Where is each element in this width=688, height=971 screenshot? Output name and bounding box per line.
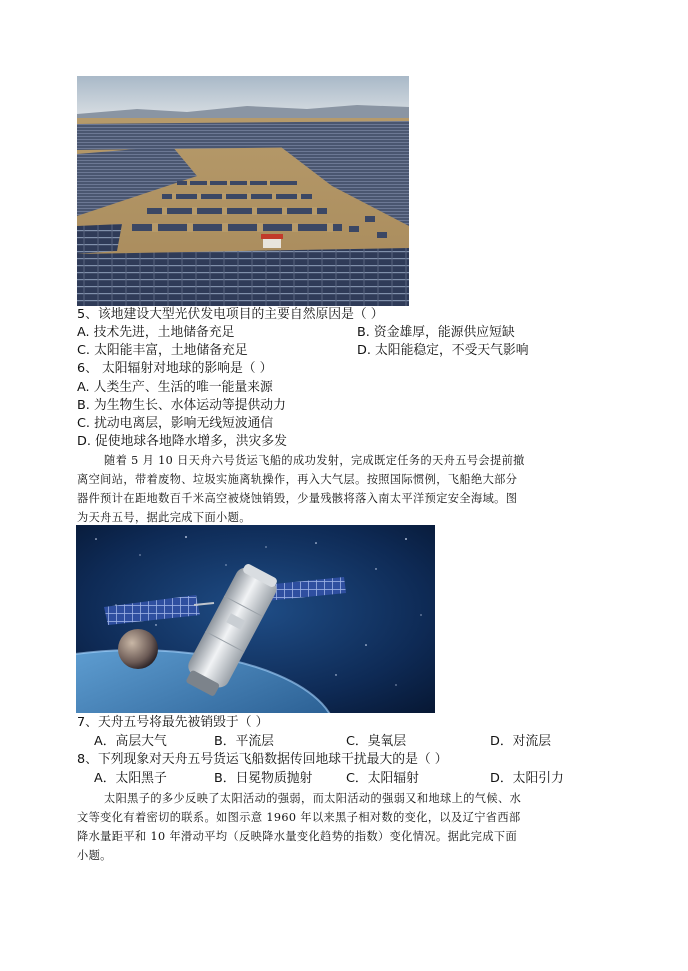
passage-1-line-4: 为天舟五号，据此完成下面小题。 [77,511,251,524]
question-6-option-a: A. 人类生产、生活的唯一能量来源 [77,380,273,395]
passage-2-line-4: 小题。 [77,849,112,862]
question-5-option-d: D. 太阳能稳定，不受天气影响 [357,343,529,358]
question-6-option-b: B. 为生物生长、水体运动等提供动力 [77,398,286,413]
question-6-option-d: D. 促使地球各地降水增多，洪灾多发 [77,434,287,449]
passage-2-line-3: 降水量距平和 10 年滑动平均（反映降水量变化趋势的指数）变化情况。据此完成下面 [77,830,518,843]
question-7-option-a: A．高层大气 [94,734,167,749]
passage-1-line-3: 器件预计在距地数百千米高空被烧蚀销毁，少量残骸将落入南太平洋预定安全海域。图 [77,492,518,505]
question-8-option-d: D．太阳引力 [490,771,564,786]
question-7-stem: 7、天舟五号将最先被销毁于（ ） [77,715,269,730]
question-5-option-c: C. 太阳能丰富，土地储备充足 [77,343,248,358]
question-7-option-b: B．平流层 [214,734,274,749]
solar-farm-photo [77,76,409,306]
question-7-option-d: D．对流层 [490,734,552,749]
tianzhou-5-photo [76,525,435,713]
question-8-stem: 8、下列现象对天舟五号货运飞船数据传回地球干扰最大的是（ ） [77,752,448,767]
question-8-option-b: B．日冕物质抛射 [214,771,313,786]
passage-1-line-2: 离空间站，带着废物、垃圾实施离轨操作，再入大气层。按照国际惯例，飞船绝大部分 [77,473,518,486]
passage-1-line-1: 随着 5 月 10 日天舟六号货运飞船的成功发射，完成既定任务的天舟五号会提前撤 [104,454,525,467]
question-8-option-a: A．太阳黑子 [94,771,167,786]
question-5-option-a: A. 技术先进，土地储备充足 [77,325,235,340]
passage-2-line-1: 太阳黑子的多少反映了太阳活动的强弱，而太阳活动的强弱又和地球上的气候、水 [104,792,522,805]
question-6-option-c: C. 扰动电离层，影响无线短波通信 [77,416,274,431]
spacecraft-illustration [76,525,435,713]
question-8-option-c: C．太阳辐射 [346,771,419,786]
question-6-stem: 6、 太阳辐射对地球的影响是（ ） [77,361,273,376]
question-5-option-b: B. 资金雄厚，能源供应短缺 [357,325,515,340]
passage-2-line-2: 文等变化有着密切的联系。如图示意 1960 年以来黑子相对数的变化，以及辽宁省西部 [77,811,521,824]
question-7-option-c: C．臭氧层 [346,734,407,749]
question-5-stem: 5、该地建设大型光伏发电项目的主要自然原因是（ ） [77,307,384,322]
solar-farm-illustration [77,76,409,306]
